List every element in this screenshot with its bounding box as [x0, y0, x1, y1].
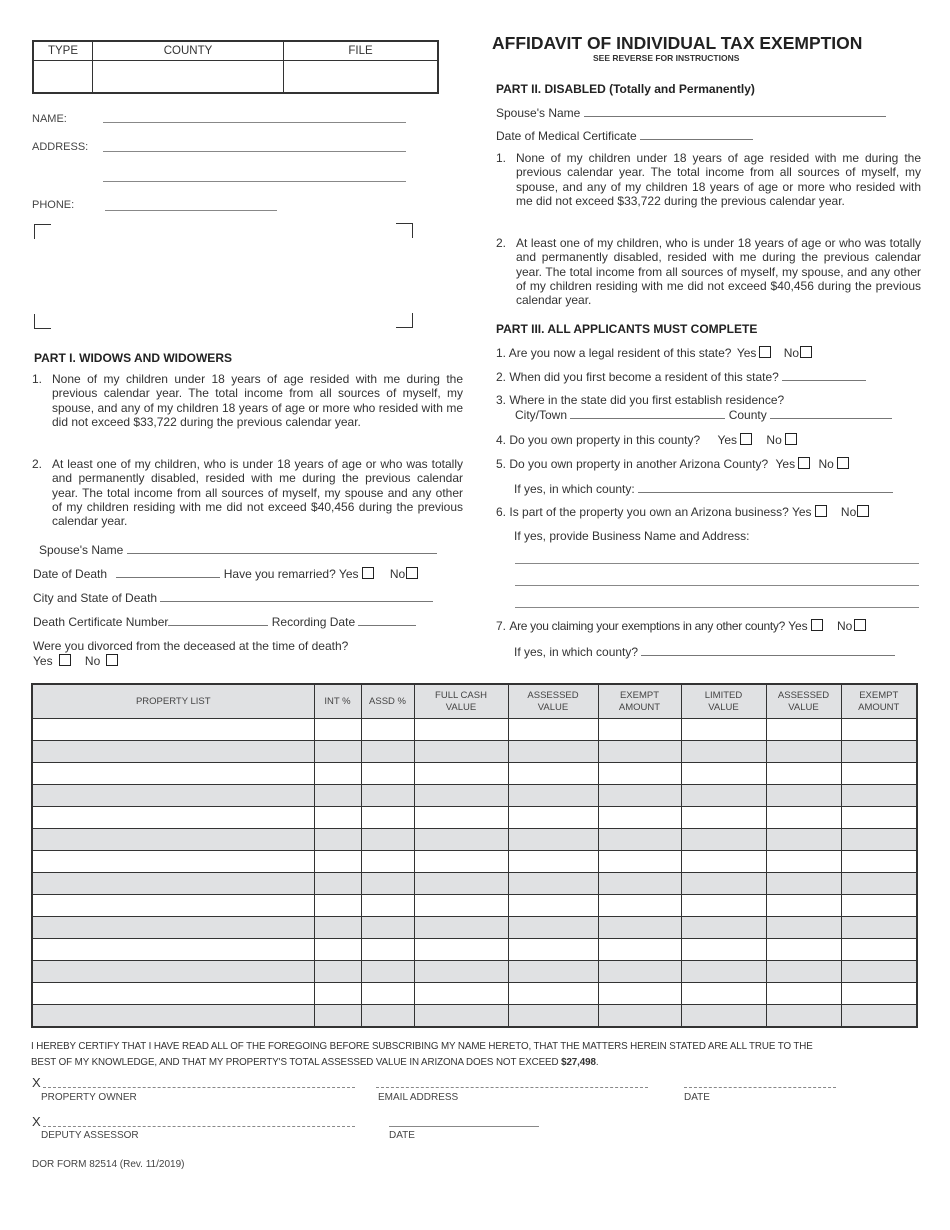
property-cell[interactable]	[314, 829, 361, 851]
death-cert-number-label: Death Certificate Number	[33, 615, 169, 629]
property-cell[interactable]	[681, 851, 766, 873]
part3-q3	[496, 393, 784, 407]
q4-yes-checkbox[interactable]	[740, 433, 752, 445]
q3-text: Where in the state did you first establish residence?	[509, 393, 785, 407]
property-cell[interactable]	[32, 719, 314, 741]
divorced-label: Were you divorced from the deceased at the time of death?	[33, 639, 349, 653]
part2-item-1	[496, 151, 921, 208]
col-exempt-amount-1	[598, 684, 681, 719]
property-cell[interactable]	[361, 763, 414, 785]
property-cell[interactable]	[841, 1005, 917, 1028]
property-cell[interactable]	[361, 851, 414, 873]
property-cell[interactable]	[414, 895, 508, 917]
q7-yes-label: Yes	[788, 619, 808, 633]
remarried-yes-label: Yes	[338, 567, 359, 581]
col-assessed-value-1-label: ASSESSED VALUE	[527, 689, 579, 713]
property-cell[interactable]	[508, 939, 598, 961]
property-row	[32, 895, 917, 917]
part1-item-1-text: None of my children under 18 years of age resided with me during the previous calendar year. The total income from all sources of myself, my spouse, and any of my children 18 years of age or more who resided with me did not exceed $33,722 during the previous calendar year.	[52, 372, 463, 429]
part3-q2	[496, 370, 866, 384]
form-id: DOR FORM 82514 (Rev. 11/2019)	[32, 1159, 185, 1170]
property-cell[interactable]	[361, 829, 414, 851]
q5-followup-label: If yes, in which county:	[514, 482, 635, 496]
q6-text: Is part of the property you own an Arizona business?	[509, 505, 789, 519]
property-cell[interactable]	[598, 829, 681, 851]
property-cell[interactable]	[361, 939, 414, 961]
q1-yes-label: Yes	[736, 346, 757, 360]
email-address-field[interactable]	[376, 1087, 648, 1088]
col-full-cash-value	[414, 684, 508, 719]
property-cell[interactable]	[508, 829, 598, 851]
property-cell[interactable]	[32, 983, 314, 1005]
q5-no-label: No	[818, 457, 834, 471]
property-cell[interactable]	[414, 763, 508, 785]
property-cell[interactable]	[681, 873, 766, 895]
property-cell[interactable]	[598, 917, 681, 939]
phone-label: PHONE:	[32, 199, 75, 211]
property-cell[interactable]	[598, 785, 681, 807]
property-cell[interactable]	[414, 785, 508, 807]
part3-q7-followup	[514, 645, 895, 659]
property-cell[interactable]	[414, 1005, 508, 1028]
property-cell[interactable]	[508, 741, 598, 763]
property-cell[interactable]	[841, 741, 917, 763]
q1-no-checkbox[interactable]	[800, 346, 812, 358]
divorced-row	[33, 654, 121, 668]
remarried-label: Have you remarried?	[223, 567, 336, 581]
property-cell[interactable]	[681, 939, 766, 961]
property-cell[interactable]	[314, 895, 361, 917]
property-cell[interactable]	[361, 873, 414, 895]
corner-mark-bottom-right	[396, 313, 413, 328]
property-cell[interactable]	[314, 851, 361, 873]
property-cell[interactable]	[32, 873, 314, 895]
property-row	[32, 807, 917, 829]
assessor-date-field[interactable]	[389, 1126, 539, 1127]
property-cell[interactable]	[361, 741, 414, 763]
property-cell[interactable]	[414, 917, 508, 939]
property-cell[interactable]	[32, 785, 314, 807]
file-header: FILE	[284, 41, 439, 60]
property-table-body	[32, 719, 917, 1028]
q1-text: Are you now a legal resident of this state?	[508, 346, 732, 360]
property-cell[interactable]	[598, 939, 681, 961]
property-cell[interactable]	[766, 939, 841, 961]
q7-text: Are you claiming your exemptions in any other county?	[509, 619, 785, 633]
q6-no-checkbox[interactable]	[857, 505, 869, 517]
property-cell[interactable]	[598, 983, 681, 1005]
property-cell[interactable]	[361, 983, 414, 1005]
property-cell[interactable]	[598, 763, 681, 785]
q4-yes-label: Yes	[717, 433, 738, 447]
property-cell[interactable]	[841, 895, 917, 917]
property-cell[interactable]	[414, 873, 508, 895]
property-cell[interactable]	[766, 719, 841, 741]
property-row	[32, 851, 917, 873]
corner-mark-bottom-left	[34, 314, 51, 329]
property-cell[interactable]	[508, 895, 598, 917]
property-cell[interactable]	[841, 807, 917, 829]
q6-yes-label: Yes	[791, 505, 812, 519]
q4-text: Do you own property in this county?	[509, 433, 701, 447]
part1-item-1-number: 1.	[32, 372, 43, 386]
property-cell[interactable]	[681, 829, 766, 851]
date-of-death-label: Date of Death	[33, 567, 108, 581]
property-cell[interactable]	[766, 917, 841, 939]
property-cell[interactable]	[314, 983, 361, 1005]
property-row	[32, 719, 917, 741]
part1-spouse-row	[39, 543, 437, 557]
part3-q5	[496, 457, 852, 471]
q5-number: 5.	[496, 457, 507, 471]
part2-spouse-name-field[interactable]	[584, 106, 886, 117]
divorced-no-label: No	[84, 654, 101, 668]
part2-heading: PART II. DISABLED (Totally and Permanently)	[496, 82, 755, 96]
col-int-percent: INT %	[314, 684, 361, 719]
q5-yes-checkbox[interactable]	[798, 457, 810, 469]
property-cell[interactable]	[32, 1005, 314, 1028]
part2-item-1-number: 1.	[496, 151, 507, 165]
property-cell[interactable]	[598, 961, 681, 983]
property-cell[interactable]	[681, 917, 766, 939]
property-cell[interactable]	[841, 917, 917, 939]
type-header: TYPE	[33, 41, 93, 60]
property-cell[interactable]	[681, 983, 766, 1005]
q5-no-checkbox[interactable]	[837, 457, 849, 469]
property-cell[interactable]	[32, 807, 314, 829]
corner-mark-top-right	[396, 223, 413, 238]
property-cell[interactable]	[314, 741, 361, 763]
property-cell[interactable]	[508, 785, 598, 807]
part1-spouse-name-field[interactable]	[127, 543, 437, 554]
part3-heading: PART III. ALL APPLICANTS MUST COMPLETE	[496, 322, 758, 336]
col-exempt-amount-2	[841, 684, 917, 719]
property-cell[interactable]	[598, 895, 681, 917]
property-cell[interactable]	[508, 873, 598, 895]
certification-period: .	[595, 1057, 599, 1068]
county-field[interactable]	[93, 60, 284, 93]
q6-yes-checkbox[interactable]	[815, 505, 827, 517]
property-cell[interactable]	[598, 719, 681, 741]
col-property-list: PROPERTY LIST	[32, 684, 314, 719]
name-label: NAME:	[32, 113, 67, 125]
q4-number: 4.	[496, 433, 507, 447]
property-cell[interactable]	[841, 939, 917, 961]
name-field[interactable]	[103, 122, 406, 123]
property-cell[interactable]	[32, 851, 314, 873]
part1-item-1	[32, 372, 463, 429]
part1-city-row	[33, 591, 433, 605]
remarried-yes-checkbox[interactable]	[362, 567, 374, 579]
q7-county-field[interactable]	[641, 645, 895, 656]
address-field-line1[interactable]	[103, 151, 406, 152]
assessor-x-mark: X	[32, 1114, 41, 1129]
property-cell[interactable]	[681, 741, 766, 763]
divorced-no-checkbox[interactable]	[106, 654, 118, 666]
col-full-cash-value-label: FULL CASH VALUE	[435, 689, 487, 713]
col-assd-percent: ASSD %	[361, 684, 414, 719]
certification-line2	[31, 1057, 598, 1068]
part2-item-2	[496, 236, 921, 307]
property-cell[interactable]	[361, 895, 414, 917]
property-cell[interactable]	[766, 763, 841, 785]
q3-city-field[interactable]	[570, 408, 725, 419]
q7-number: 7.	[496, 619, 507, 633]
property-cell[interactable]	[314, 917, 361, 939]
q1-yes-checkbox[interactable]	[759, 346, 771, 358]
q5-yes-label: Yes	[775, 457, 796, 471]
property-cell[interactable]	[314, 873, 361, 895]
part3-q3-fields	[515, 408, 892, 422]
divorced-yes-checkbox[interactable]	[59, 654, 71, 666]
owner-date-field[interactable]	[684, 1087, 836, 1088]
part1-death-row	[33, 567, 421, 581]
col-assessed-value-1	[508, 684, 598, 719]
part1-cert-row	[33, 615, 416, 629]
property-cell[interactable]	[314, 1005, 361, 1028]
q5-text: Do you own property in another Arizona County?	[509, 457, 769, 471]
recording-date-label: Recording Date	[271, 615, 356, 629]
property-cell[interactable]	[314, 961, 361, 983]
part3-q6	[496, 505, 872, 519]
property-cell[interactable]	[508, 983, 598, 1005]
property-cell[interactable]	[766, 983, 841, 1005]
file-info-table	[32, 40, 439, 94]
county-header: COUNTY	[93, 41, 284, 60]
col-exempt-amount-2-label: EXEMPT AMOUNT	[858, 689, 900, 713]
property-row	[32, 939, 917, 961]
part3-q7	[496, 619, 869, 633]
property-row	[32, 917, 917, 939]
assessor-date-label: DATE	[389, 1130, 415, 1141]
property-cell[interactable]	[32, 829, 314, 851]
deputy-assessor-label: DEPUTY ASSESSOR	[41, 1130, 139, 1141]
property-cell[interactable]	[766, 807, 841, 829]
property-cell[interactable]	[508, 851, 598, 873]
property-cell[interactable]	[841, 961, 917, 983]
col-limited-value-label: LIMITED VALUE	[704, 689, 743, 713]
recording-date-field[interactable]	[358, 615, 416, 626]
property-cell[interactable]	[314, 807, 361, 829]
form-title: AFFIDAVIT OF INDIVIDUAL TAX EXEMPTION	[492, 33, 863, 53]
property-cell[interactable]	[598, 807, 681, 829]
property-cell[interactable]	[414, 719, 508, 741]
property-cell[interactable]	[508, 719, 598, 741]
property-cell[interactable]	[598, 741, 681, 763]
property-row	[32, 983, 917, 1005]
property-cell[interactable]	[32, 895, 314, 917]
q7-no-checkbox[interactable]	[854, 619, 866, 631]
property-cell[interactable]	[361, 719, 414, 741]
property-cell[interactable]	[32, 939, 314, 961]
property-cell[interactable]	[314, 939, 361, 961]
col-exempt-amount-1-label: EXEMPT AMOUNT	[618, 689, 661, 713]
property-row	[32, 829, 917, 851]
q2-text: When did you first become a resident of this state?	[509, 370, 779, 384]
property-cell[interactable]	[681, 1005, 766, 1028]
property-cell[interactable]	[681, 719, 766, 741]
q2-number: 2.	[496, 370, 507, 384]
corner-mark-top-left	[34, 224, 51, 239]
property-cell[interactable]	[314, 785, 361, 807]
q6-followup-label: If yes, provide Business Name and Address:	[514, 529, 750, 543]
q7-yes-checkbox[interactable]	[811, 619, 823, 631]
property-cell[interactable]	[766, 1005, 841, 1028]
city-state-death-label: City and State of Death	[33, 591, 158, 605]
q6-no-label: No	[840, 505, 857, 519]
business-address-field-line1[interactable]	[515, 563, 919, 564]
property-cell[interactable]	[508, 961, 598, 983]
part3-q1	[496, 346, 815, 360]
q5-county-field[interactable]	[638, 482, 893, 493]
email-address-label: EMAIL ADDRESS	[378, 1092, 459, 1103]
q7-no-label: No	[837, 619, 853, 633]
col-assessed-value-2	[766, 684, 841, 719]
property-cell[interactable]	[681, 961, 766, 983]
property-cell[interactable]	[361, 961, 414, 983]
part1-item-2-text: At least one of my children, who is under 18 years of age or who was totally and permanently disabled, resided with me during the previous calendar year. The total income from all sources of myself, my spouse and any other of my children residing with me did not exceed $40,456 during the previous calendar year.	[52, 457, 463, 529]
property-cell[interactable]	[508, 763, 598, 785]
part2-item-2-text: At least one of my children, who is under 18 years of age or who was totally and permanently disabled, resided with me during the previous calendar year. The total income from all sources of myself, my spouse, and any other of my children residing with me did not exceed $40,456 during the previous calendar year.	[516, 236, 921, 308]
part3-q5-followup	[514, 482, 893, 496]
property-cell[interactable]	[508, 1005, 598, 1028]
divorced-yes-label: Yes	[33, 654, 53, 668]
property-cell[interactable]	[414, 939, 508, 961]
property-cell[interactable]	[414, 851, 508, 873]
property-cell[interactable]	[414, 807, 508, 829]
property-row	[32, 961, 917, 983]
property-cell[interactable]	[361, 1005, 414, 1028]
q3-county-field[interactable]	[770, 408, 892, 419]
property-table	[31, 683, 918, 1028]
q1-no-label: No	[783, 346, 800, 360]
certification-amount: $27,498	[561, 1057, 596, 1068]
phone-field[interactable]	[105, 210, 277, 211]
property-cell[interactable]	[841, 785, 917, 807]
part2-item-2-number: 2.	[496, 236, 507, 250]
death-cert-number-field[interactable]	[168, 615, 268, 626]
property-cell[interactable]	[681, 785, 766, 807]
q4-no-checkbox[interactable]	[785, 433, 797, 445]
property-cell[interactable]	[681, 763, 766, 785]
property-cell[interactable]	[841, 851, 917, 873]
property-cell[interactable]	[598, 1005, 681, 1028]
type-field[interactable]	[33, 60, 93, 93]
address-field-line2[interactable]	[103, 181, 406, 182]
property-table-header	[32, 684, 917, 719]
certification-text: BEST OF MY KNOWLEDGE, AND THAT MY PROPERTY'S TOTAL ASSESSED VALUE IN ARIZONA DOES NOT EXCEED	[31, 1057, 562, 1068]
property-row	[32, 873, 917, 895]
property-cell[interactable]	[766, 873, 841, 895]
property-cell[interactable]	[314, 719, 361, 741]
part3-q4	[496, 433, 800, 447]
property-row	[32, 741, 917, 763]
q7-followup-label: If yes, in which county?	[514, 645, 639, 659]
property-cell[interactable]	[841, 983, 917, 1005]
business-address-field-line3[interactable]	[515, 607, 919, 608]
property-cell[interactable]	[414, 741, 508, 763]
property-cell[interactable]	[508, 917, 598, 939]
property-cell[interactable]	[681, 807, 766, 829]
address-label: ADDRESS:	[32, 141, 89, 153]
q3-county-label: County	[728, 408, 767, 422]
property-cell[interactable]	[841, 873, 917, 895]
owner-x-mark: X	[32, 1075, 41, 1090]
business-address-field-line2[interactable]	[515, 585, 919, 586]
part2-medical-row	[496, 129, 753, 143]
q2-field[interactable]	[782, 370, 866, 381]
property-row	[32, 785, 917, 807]
property-row	[32, 763, 917, 785]
property-cell[interactable]	[361, 917, 414, 939]
property-cell[interactable]	[766, 851, 841, 873]
form-subtitle: SEE REVERSE FOR INSTRUCTIONS	[593, 53, 740, 63]
deputy-assessor-signature-field[interactable]	[43, 1126, 355, 1127]
col-assessed-value-2-label: ASSESSED VALUE	[777, 689, 830, 713]
property-row	[32, 1005, 917, 1028]
property-cell[interactable]	[766, 895, 841, 917]
q4-no-label: No	[766, 433, 782, 447]
property-cell[interactable]	[361, 807, 414, 829]
property-cell[interactable]	[32, 741, 314, 763]
medical-cert-date-label: Date of Medical Certificate	[496, 129, 637, 143]
property-cell[interactable]	[508, 807, 598, 829]
remarried-no-checkbox[interactable]	[406, 567, 418, 579]
property-cell[interactable]	[766, 829, 841, 851]
part2-spouse-row	[496, 106, 886, 120]
property-cell[interactable]	[314, 763, 361, 785]
property-owner-signature-field[interactable]	[43, 1087, 355, 1088]
q3-number: 3.	[496, 393, 507, 407]
q6-number: 6.	[496, 505, 507, 519]
q3-city-label: City/Town	[515, 408, 568, 422]
property-cell[interactable]	[841, 829, 917, 851]
property-cell[interactable]	[766, 741, 841, 763]
city-state-death-field[interactable]	[160, 591, 433, 602]
remarried-no-label: No	[389, 567, 406, 581]
part2-spouse-name-label: Spouse's Name	[496, 106, 581, 120]
property-cell[interactable]	[414, 829, 508, 851]
property-cell[interactable]	[841, 763, 917, 785]
certification-line1: I HEREBY CERTIFY THAT I HAVE READ ALL OF THE FOREGOING BEFORE SUBSCRIBING MY NAME HERETO, THAT THE MATTERS HEREIN STATED ARE ALL TRUE TO THE	[31, 1041, 813, 1052]
property-owner-label: PROPERTY OWNER	[41, 1092, 137, 1103]
part2-item-1-text: None of my children under 18 years of age resided with me during the previous calendar year. The total income from all sources of myself, my spouse, and any of my children 18 years of age or more who resided with me did not exceed $33,722 during the previous calendar year.	[516, 151, 921, 208]
property-cell[interactable]	[361, 785, 414, 807]
q1-number: 1.	[496, 346, 507, 360]
property-cell[interactable]	[598, 873, 681, 895]
part1-heading: PART I. WIDOWS AND WIDOWERS	[34, 351, 232, 365]
medical-cert-date-field[interactable]	[640, 129, 753, 140]
property-cell[interactable]	[414, 961, 508, 983]
date-of-death-field[interactable]	[116, 567, 220, 578]
property-cell[interactable]	[598, 851, 681, 873]
file-field[interactable]	[284, 60, 439, 93]
property-cell[interactable]	[32, 917, 314, 939]
part1-spouse-name-label: Spouse's Name	[39, 543, 124, 557]
col-limited-value	[681, 684, 766, 719]
property-cell[interactable]	[414, 983, 508, 1005]
owner-date-label: DATE	[684, 1092, 710, 1103]
property-cell[interactable]	[32, 961, 314, 983]
property-cell[interactable]	[841, 719, 917, 741]
property-cell[interactable]	[32, 763, 314, 785]
property-cell[interactable]	[681, 895, 766, 917]
part1-item-2-number: 2.	[32, 457, 43, 471]
property-cell[interactable]	[766, 961, 841, 983]
part1-item-2	[32, 457, 463, 528]
property-cell[interactable]	[766, 785, 841, 807]
